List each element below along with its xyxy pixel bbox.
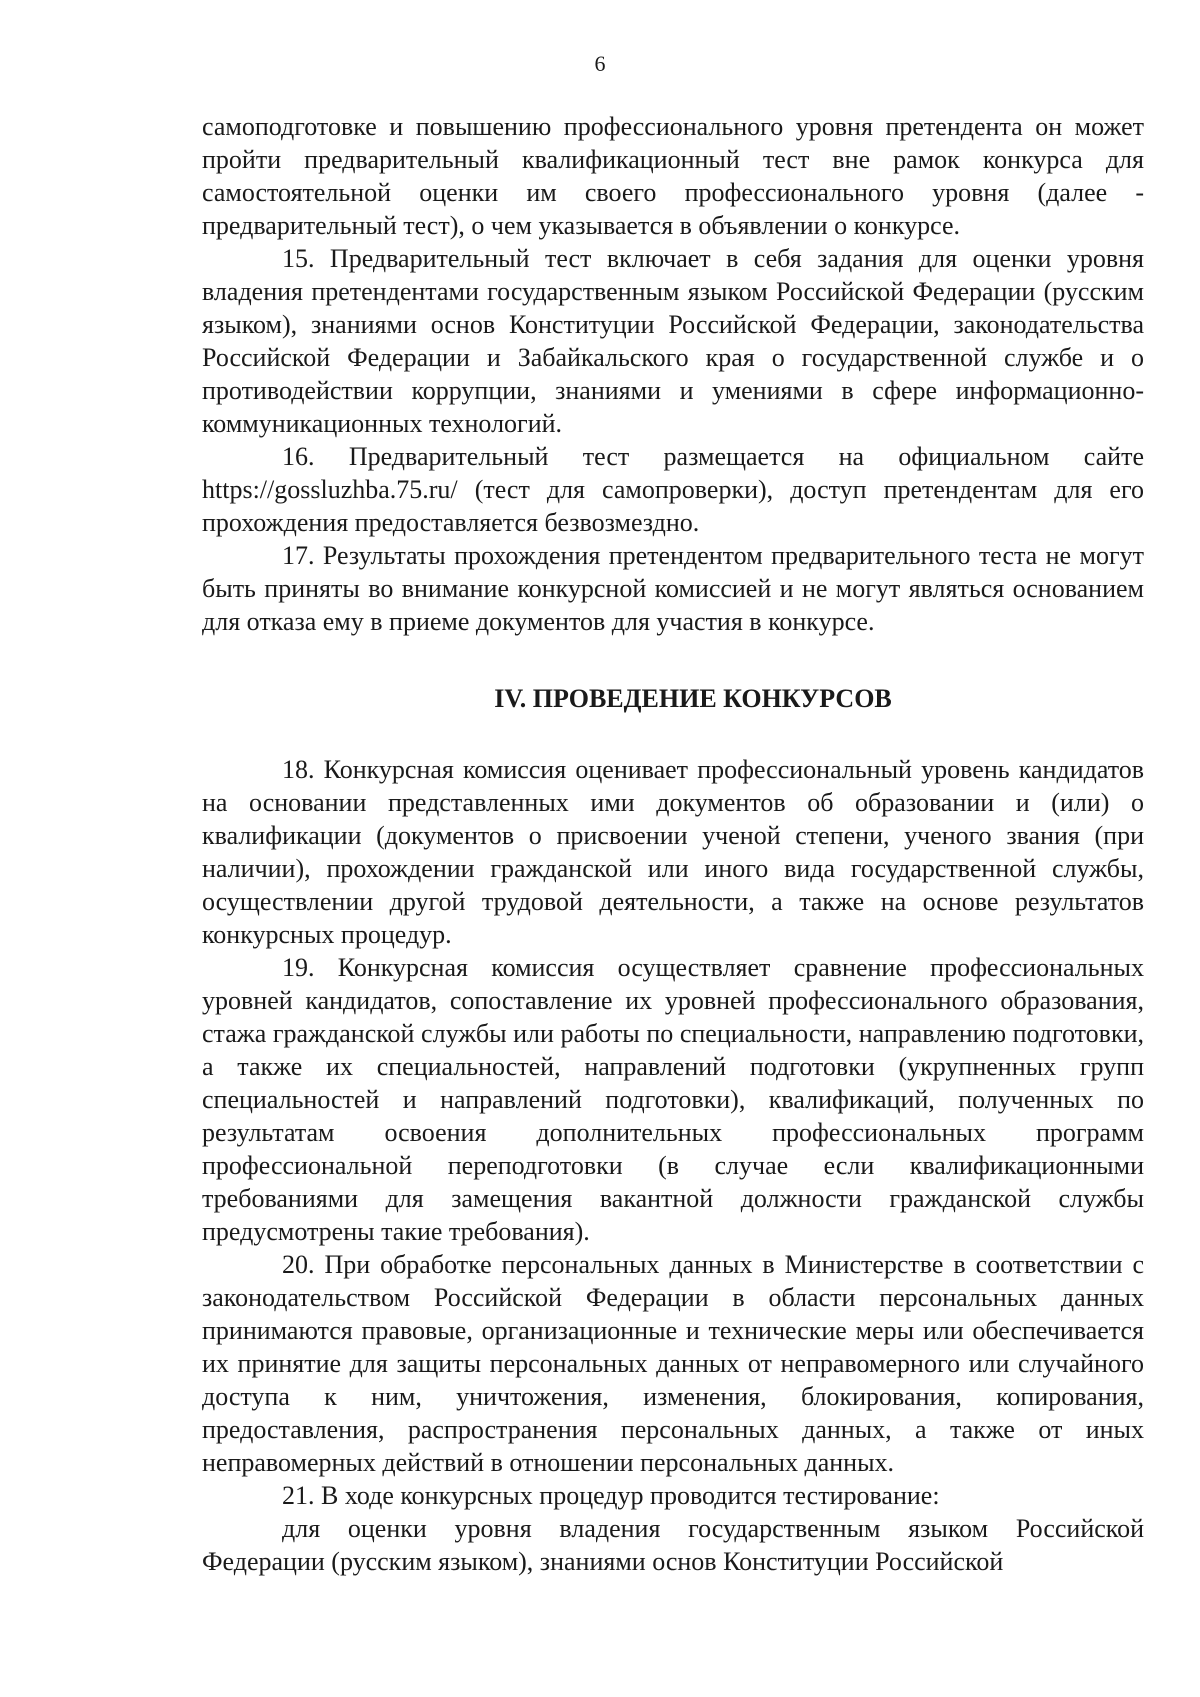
section-heading: IV. ПРОВЕДЕНИЕ КОНКУРСОВ xyxy=(494,684,892,713)
paragraph-15: 15. Предварительный тест включает в себя задания для оценки уровня владения претендентами государственным языком Российской Федерации (русским языком), знаниями основ Конституции Российской Федерации, законодательства Российской Федерации и Забайкальского края о государственной службе и о противодействии коррупции, знаниями и умениями в сфере информационно-коммуникационных технологий. xyxy=(202,244,1144,438)
paragraph-continuation: самоподготовке и повышению профессионального уровня претендента он может пройти предварительный квалификационный тест вне рамок конкурса для самостоятельной оценки им своего профессионального уровня (далее - предварительный тест), о чем указывается в объявлении о конкурсе. xyxy=(202,112,1144,240)
page-number: 6 xyxy=(594,51,606,76)
document-body xyxy=(202,110,1144,1578)
paragraph-19: 19. Конкурсная комиссия осуществляет сравнение профессиональных уровней кандидатов, сопоставление их уровней профессионального образования, стажа гражданской службы или работы по специальности, направлению подготовки, а также их специальностей, направлений подготовки (укрупненных групп специальностей и направлений подготовки), квалификаций, полученных по результатам освоения дополнительных профессиональных программ профессиональной переподготовки (в случае если квалификационными требованиями для замещения вакантной должности гражданской службы предусмотрены такие требования). xyxy=(202,953,1144,1246)
paragraph-16: 16. Предварительный тест размещается на официальном сайте https://gossluzhba.75.ru/ (тест для самопроверки), доступ претендентам для его прохождения предоставляется безвозмездно. xyxy=(202,442,1144,537)
paragraph-18: 18. Конкурсная комиссия оценивает профессиональный уровень кандидатов на основании представленных ими документов об образовании и (или) о квалификации (документов о присвоении ученой степени, ученого звания (при наличии), прохождении гражданской или иного вида государственной службы, осуществлении другой трудовой деятельности, а также на основе результатов конкурсных процедур. xyxy=(202,755,1144,949)
paragraph-21: 21. В ходе конкурсных процедур проводится тестирование: xyxy=(282,1481,940,1510)
paragraph-17: 17. Результаты прохождения претендентом предварительного теста не могут быть приняты во внимание конкурсной комиссией и не могут являться основанием для отказа ему в приеме документов для участия в конкурсе. xyxy=(202,541,1144,636)
paragraph-20: 20. При обработке персональных данных в Министерстве в соответствии с законодательством Российской Федерации в области персональных данных принимаются правовые, организационные и технические меры или обеспечивается их принятие для защиты персональных данных от неправомерного или случайного доступа к ним, уничтожения, изменения, блокирования, копирования, предоставления, распространения персональных данных, а также от иных неправомерных действий в отношении персональных данных. xyxy=(202,1250,1144,1477)
paragraph-21-item: для оценки уровня владения государственным языком Российской Федерации (русским языком), знаниями основ Конституции Российской xyxy=(202,1514,1144,1576)
